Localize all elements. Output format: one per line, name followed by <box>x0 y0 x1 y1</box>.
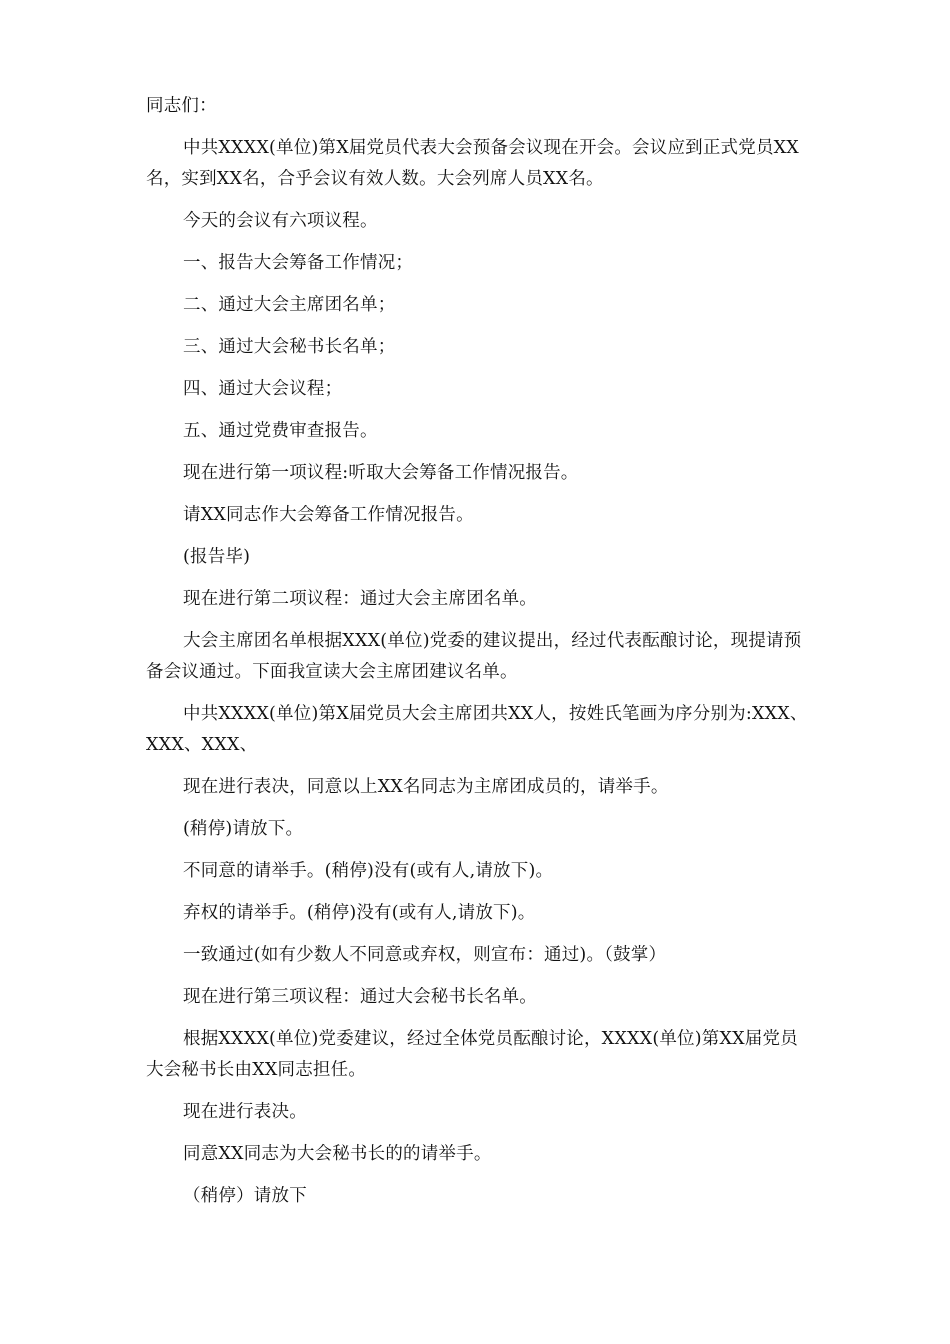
paragraph-report-done: (报告毕) <box>183 547 251 567</box>
paragraph-second-item: 现在进行第二项议程：通过大会主席团名单。 <box>183 589 537 609</box>
paragraph-third-item: 现在进行第三项议程：通过大会秘书长名单。 <box>183 987 537 1007</box>
paragraph-first-item: 现在进行第一项议程:听取大会筹备工作情况报告。 <box>183 463 579 483</box>
agenda-item-4: 四、通过大会议程； <box>183 379 343 399</box>
paragraph-vote-secretary: 同意XX同志为大会秘书长的的请举手。 <box>183 1144 492 1164</box>
paragraph-opening: 中共XXXX(单位)第X届党员代表大会预备会议现在开会。会议应到正式党员XX名，实到XX名，合乎会议有效人数。大会列席人员XX名。 <box>146 138 799 189</box>
paragraph-presidium-list: 中共XXXX(单位)第X届党员大会主席团共XX人，按姓氏笔画为序分别为:XXX、XXX、XXX、 <box>146 704 808 755</box>
agenda-item-5: 五、通过党费审查报告。 <box>183 421 378 441</box>
agenda-item-1: 一、报告大会筹备工作情况； <box>183 253 414 273</box>
salutation: 同志们： <box>146 96 217 116</box>
paragraph-vote-presidium: 现在进行表决，同意以上XX名同志为主席团成员的，请举手。 <box>183 777 669 797</box>
agenda-item-2: 二、通过大会主席团名单； <box>183 295 396 315</box>
paragraph-agenda-intro: 今天的会议有六项议程。 <box>183 211 378 231</box>
paragraph-unanimous: 一致通过(如有少数人不同意或弃权，则宣布：通过)。（鼓掌） <box>183 945 667 965</box>
paragraph-report-request: 请XX同志作大会筹备工作情况报告。 <box>183 505 474 525</box>
paragraph-abstain: 弃权的请举手。(稍停)没有(或有人,请放下)。 <box>183 903 536 923</box>
paragraph-vote-now: 现在进行表决。 <box>183 1102 307 1122</box>
paragraph-oppose: 不同意的请举手。(稍停)没有(或有人,请放下)。 <box>183 861 554 881</box>
document-body <box>146 91 810 1223</box>
paragraph-presidium-basis: 大会主席团名单根据XXX(单位)党委的建议提出，经过代表酝酿讨论，现提请预备会议通过。下面我宣读大会主席团建议名单。 <box>146 631 802 682</box>
agenda-item-3: 三、通过大会秘书长名单； <box>183 337 396 357</box>
paragraph-pause-1: (稍停)请放下。 <box>183 819 304 839</box>
paragraph-pause-2: （稍停）请放下 <box>183 1186 307 1206</box>
paragraph-secretary-basis: 根据XXXX(单位)党委建议，经过全体党员酝酿讨论，XXXX(单位)第XX届党员大会秘书长由XX同志担任。 <box>146 1029 798 1080</box>
